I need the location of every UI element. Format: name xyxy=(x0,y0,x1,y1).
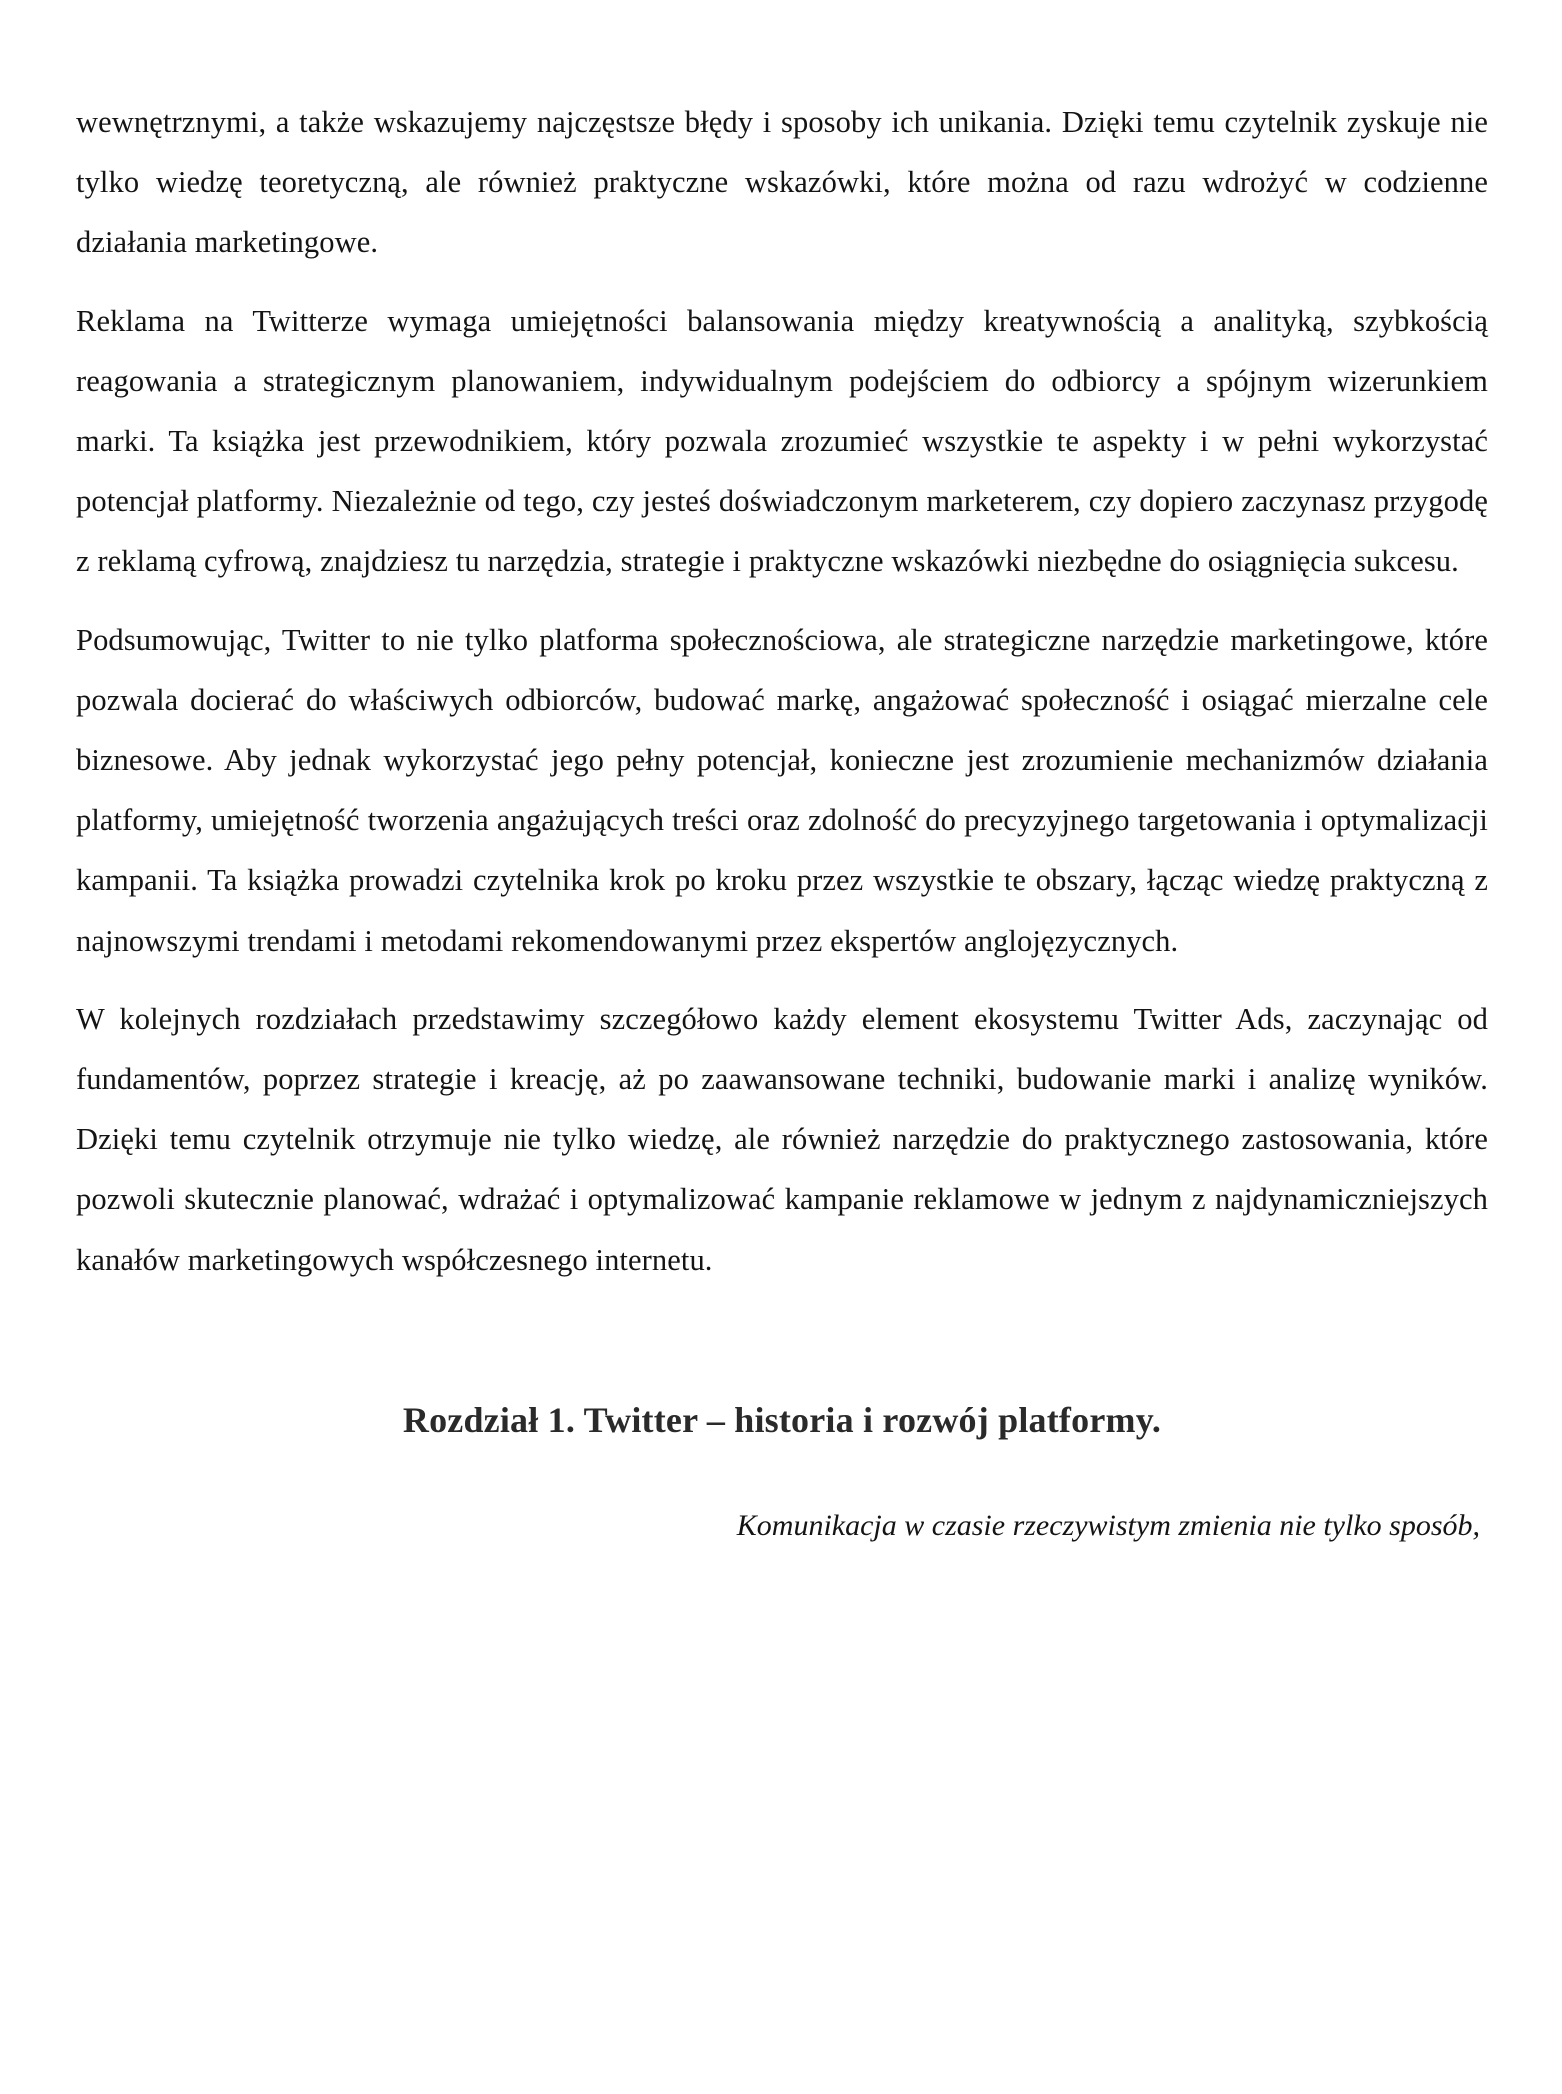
body-paragraph: Reklama na Twitterze wymaga umiejętności balansowania między kreatywnością a analityką, szybkością reagowania a strategicznym planowaniem, indywidualnym podejściem do odbiorcy a spójnym wizerunkiem marki. Ta książka jest przewodnikiem, który pozwala zrozumieć wszystkie te aspekty i w pełni wykorzystać potencjał platformy. Niezależnie od tego, czy jesteś doświadczonym marketerem, czy dopiero zaczynasz przygodę z reklamą cyfrową, znajdziesz tu narzędzia, strategie i praktyczne wskazówki niezbędne do osiągnięcia sukcesu. xyxy=(76,303,1488,579)
chapter-heading: Rozdział 1. Twitter – historia i rozwój platformy. xyxy=(402,1399,1162,1440)
body-paragraph: Podsumowując, Twitter to nie tylko platforma społecznościowa, ale strategiczne narzędzie marketingowe, które pozwala docierać do właściwych odbiorców, budować markę, angażować społeczność i osiągać mierzalne cele biznesowe. Aby jednak wykorzystać jego pełny potencjał, konieczne jest zrozumienie mechanizmów działania platformy, umiejętność tworzenia angażujących treści oraz zdolność do precyzyjnego targetowania i optymalizacji kampanii. Ta książka prowadzi czytelnika krok po kroku przez wszystkie te obszary, łącząc wiedzę praktyczną z najnowszymi trendami i metodami rekomendowanymi przez ekspertów anglojęzycznych. xyxy=(76,622,1488,958)
epigraph: Komunikacja w czasie rzeczywistym zmienia nie tylko sposób, xyxy=(736,1508,1480,1542)
body-paragraph: wewnętrznymi, a także wskazujemy najczęstsze błędy i sposoby ich unikania. Dzięki temu czytelnik zyskuje nie tylko wiedzę teoretyczną, ale również praktyczne wskazówki, które można od razu wdrożyć w codzienne działania marketingowe. xyxy=(76,105,1488,260)
body-paragraph: W kolejnych rozdziałach przedstawimy szczegółowo każdy element ekosystemu Twitter Ads, zaczynając od fundamentów, poprzez strategie i kreację, aż po zaawansowane techniki, budowanie marki i analizę wyników. Dzięki temu czytelnik otrzymuje nie tylko wiedzę, ale również narzędzie do praktycznego zastosowania, które pozwoli skutecznie planować, wdrażać i optymalizować kampanie reklamowe w jednym z najdynamiczniejszych kanałów marketingowych współczesnego internetu. xyxy=(76,1001,1488,1277)
document-page xyxy=(76,92,1488,1548)
